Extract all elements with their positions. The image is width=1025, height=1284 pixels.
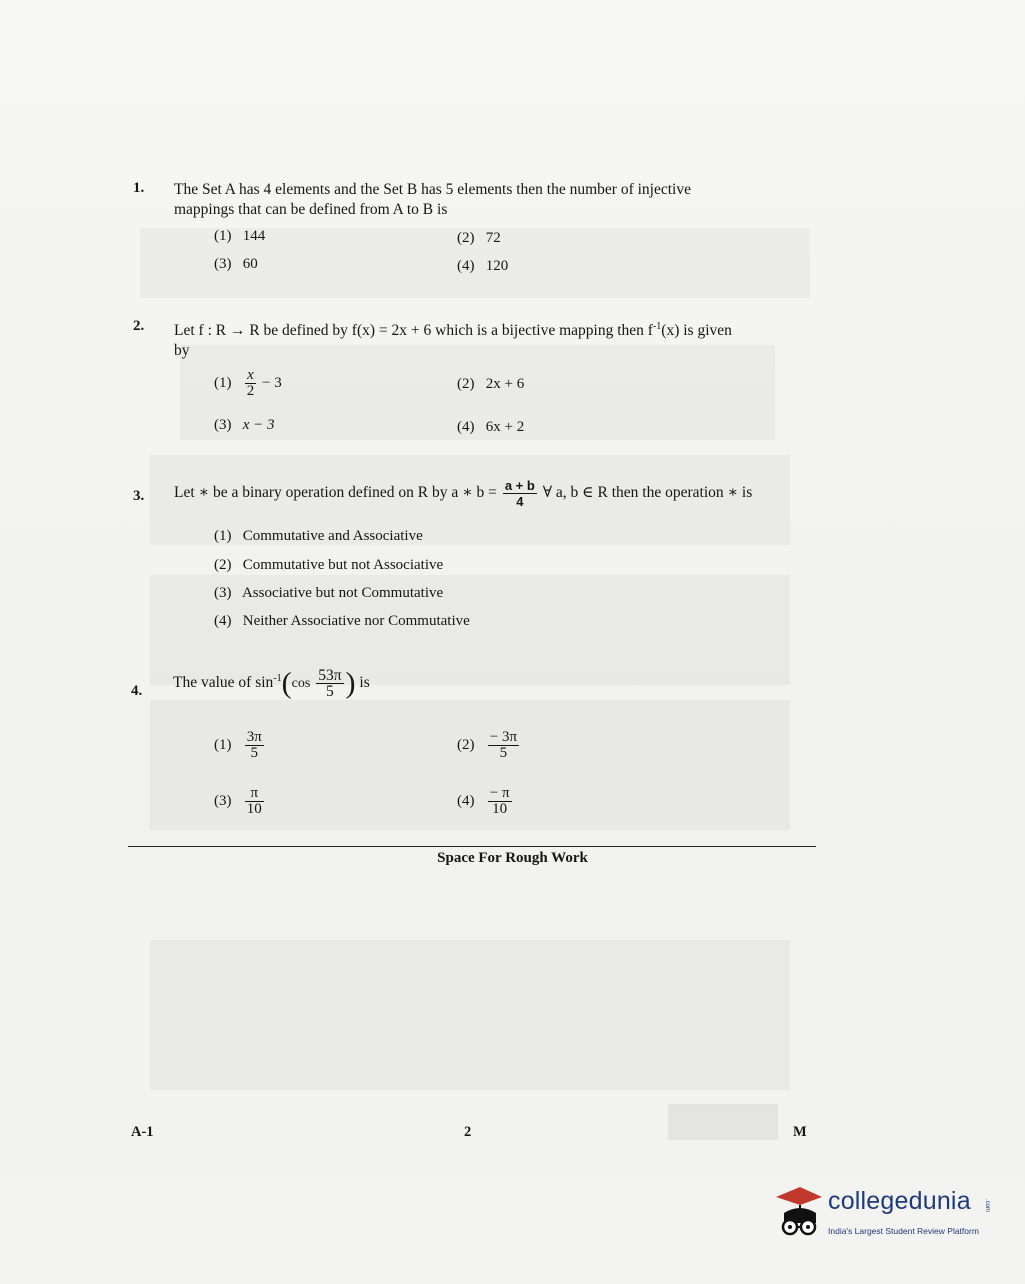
fraction: $\frac{- 3\pi}{5}$ [489,729,518,761]
footer-page-number: 2 [464,1124,472,1140]
divider-line [128,846,816,847]
brand-tagline: India's Largest Student Review Platform [828,1226,979,1236]
bleed-through-barcode [668,1104,778,1140]
fraction: $\frac{3\pi}{5}$ [246,729,262,761]
option-2: (2) Commutative but not Associative [214,557,444,573]
option-1: (1) $\frac{3\pi}{5}$ [214,729,262,761]
question-number: 2. [133,318,145,334]
graduate-face-icon [770,1183,826,1243]
option-4: (4) $\frac{- \pi}{10}$ [457,785,510,817]
footer-series-letter: M [793,1124,807,1140]
fraction: $\frac{\pi}{10}$ [246,785,262,817]
option-1: (1) $\frac{x}{2}$ − 3 [214,367,282,399]
option-4: (4) Neither Associative nor Commutative [214,613,470,629]
option-2: (2) 72 [457,230,501,246]
fraction: $\frac{53\pi}{5}$ [318,667,342,700]
question-number: 1. [133,180,145,196]
rough-work-heading: Space For Rough Work [437,850,588,866]
option-1: (1) 144 [214,228,266,244]
question-number: 3. [133,488,145,504]
question-text: Let f : R → R be defined by f(x) = 2x + 6 which is a bijective mapping then $f^{-1}(x)$ is given by [174,321,732,360]
option-2: (2) $\frac{- 3\pi}{5}$ [457,729,518,761]
question-number: 4. [131,683,143,699]
option-4: (4) 120 [457,258,509,274]
brand-domain: .com [984,1199,990,1213]
option-4: (4) 6x + 2 [457,419,525,435]
collegedunia-logo [770,1183,1000,1243]
bleed-through-text [150,940,790,1090]
question-text: Let ∗ be a binary operation defined on R by a ∗ b = $\frac{a + b}{4}$ ∀ a, b ∈ R then the operation ∗ is [174,478,753,509]
fraction: $\frac{a + b}{4}$ [504,478,535,509]
brand-name: collegedunia [828,1187,971,1215]
footer-paper-code: A-1 [131,1124,154,1140]
fraction: $\frac{x}{2}$ [246,367,255,399]
option-3: (3) $\frac{\pi}{10}$ [214,785,262,817]
question-text: The value of $\sin^{-1}(\cos$ $\frac{53\pi}{5}$ ) is [173,666,370,700]
option-1: (1) Commutative and Associative [214,528,423,544]
option-3: (3) 60 [214,256,258,272]
question-text: The Set A has 4 elements and the Set B has 5 elements then the number of injective mappings that can be defined from A to B is [174,181,691,218]
option-3: (3) Associative but not Commutative [214,585,444,601]
option-3: (3) x − 3 [214,417,275,433]
fraction: $\frac{- \pi}{10}$ [489,785,510,817]
option-2: (2) 2x + 6 [457,376,525,392]
